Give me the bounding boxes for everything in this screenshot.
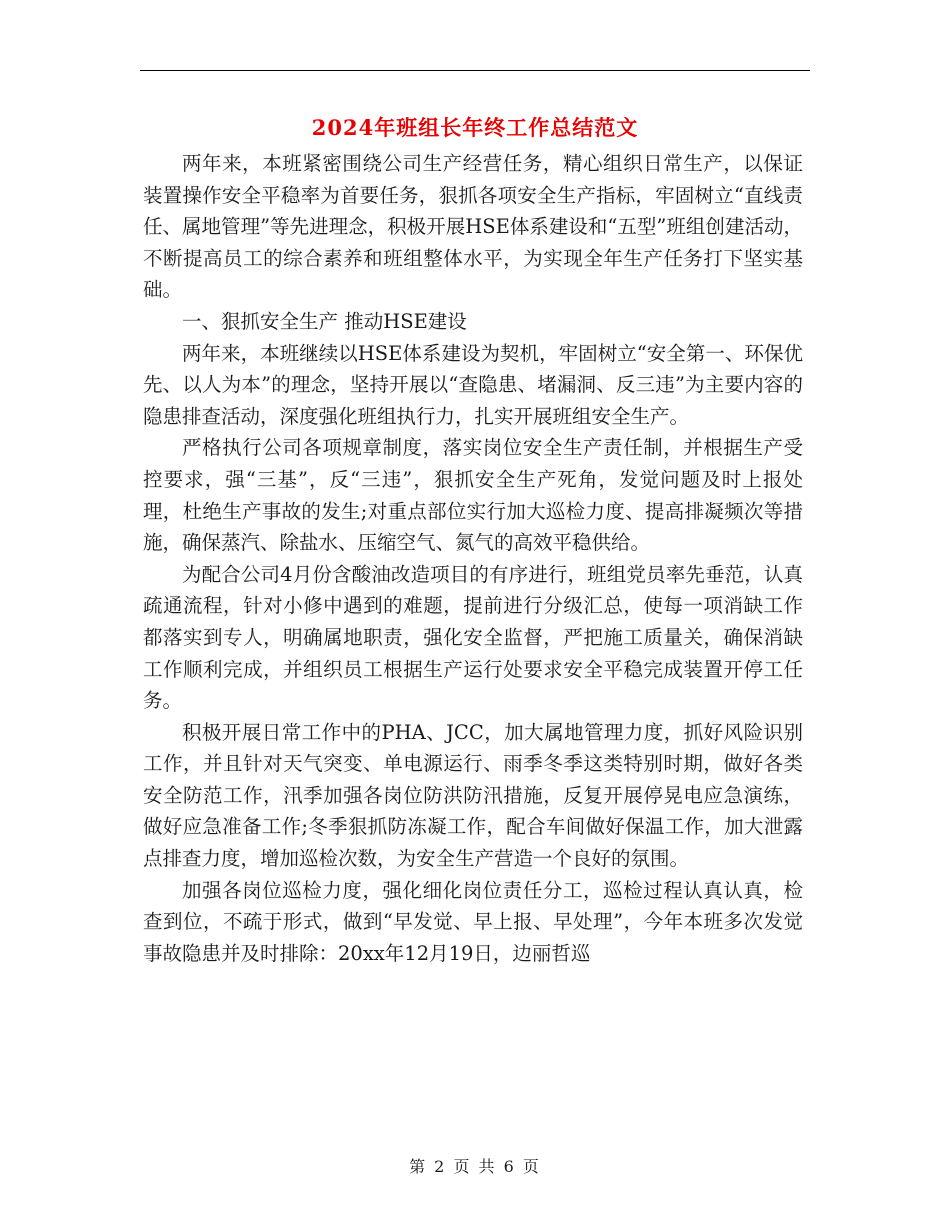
header-rule	[140, 70, 810, 71]
document-body	[143, 148, 803, 969]
paragraph: 积极开展日常工作中的PHA、JCC，加大属地管理力度，抓好风险识别工作，并且针对天气突变、单电源运行、雨季冬季这类特别时期，做好各类安全防范工作，汛季加强各岗位防洪防汛措施，反复开展停晃电应急演练，做好应急准备工作;冬季狠抓防冻凝工作，配合车间做好保温工作，加大泄露点排查力度，增加巡检次数，为安全生产营造一个良好的氛围。	[143, 720, 803, 871]
paragraph: 两年来，本班继续以HSE体系建设为契机，牢固树立“安全第一、环保优先、以人为本”的理念，坚持开展以“查隐患、堵漏洞、反三违”为主要内容的隐患排查活动，深度强化班组执行力，扎实开展班组安全生产。	[143, 341, 803, 428]
paragraph: 为配合公司4月份含酸油改造项目的有序进行，班组党员率先垂范，认真疏通流程，针对小修中遇到的难题，提前进行分级汇总，使每一项消缺工作都落实到专人，明确属地职责，强化安全监督，严把施工质量关，确保消缺工作顺利完成，并组织员工根据生产运行处要求安全平稳完成装置开停工任务。	[143, 562, 803, 713]
paragraph: 严格执行公司各项规章制度，落实岗位安全生产责任制，并根据生产受控要求，强“三基”，反“三违”，狠抓安全生产死角，发觉问题及时上报处理，杜绝生产事故的发生;对重点部位实行加大巡检力度、提高排凝频次等措施，确保蒸汽、除盐水、压缩空气、氮气的高效平稳供给。	[143, 436, 803, 555]
paragraph-intro: 两年来，本班紧密围绕公司生产经营任务，精心组织日常生产，以保证装置操作安全平稳率为首要任务，狠抓各项安全生产指标，牢固树立“直线责任、属地管理”等先进理念，积极开展HSE体系建设和“五型”班组创建活动，不断提高员工的综合素养和班组整体水平，为实现全年生产任务打下坚实基础。	[143, 152, 803, 302]
page-number-footer: 第 2 页 共 6 页	[409, 1157, 541, 1176]
paragraph: 加强各岗位巡检力度，强化细化岗位责任分工，巡检过程认真认真，检查到位，不疏于形式，做到“早发觉、早上报、早处理”，今年本班多次发觉事故隐患并及时排除：20xx年12月19日，边丽哲巡	[143, 878, 803, 965]
section-heading: 一、狠抓安全生产 推动HSE建设	[182, 309, 467, 333]
document-title: 2024年班组长年终工作总结范文	[311, 115, 639, 140]
